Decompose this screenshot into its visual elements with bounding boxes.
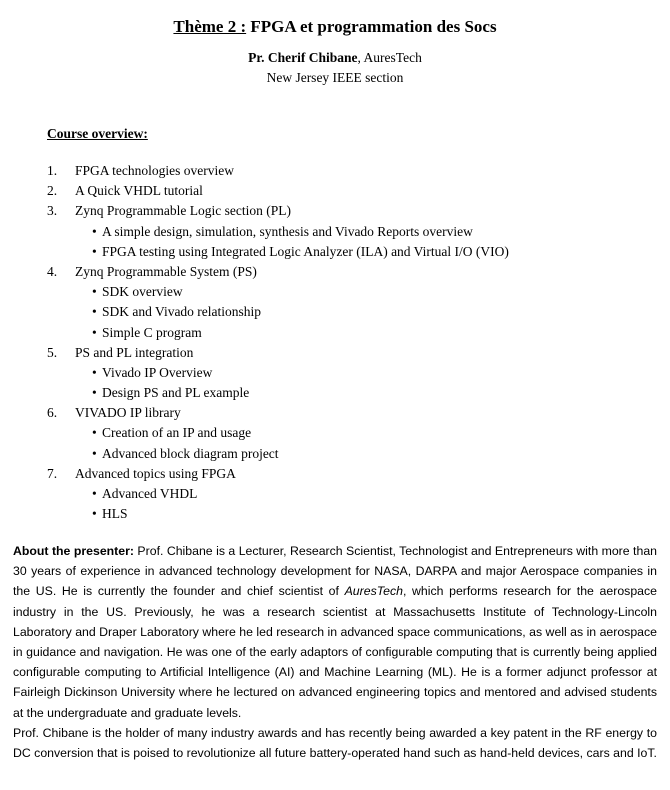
outline-subitem — [47, 242, 647, 262]
outline-subitem-label: Design PS and PL example — [102, 385, 250, 401]
outline-subitem — [47, 504, 647, 524]
bullet-icon: • — [92, 364, 97, 380]
outline-item-label: Zynq Programmable System (PS) — [75, 263, 257, 279]
bullet-icon: • — [92, 324, 97, 340]
outline-item-number: 1. — [47, 163, 58, 178]
presenter-label: About the presenter: — [13, 544, 134, 558]
bullet-icon: • — [92, 506, 97, 522]
outline-item — [47, 403, 647, 423]
course-outline-list — [47, 161, 647, 524]
outline-item-number: 2. — [47, 183, 58, 199]
outline-item-label: PS and PL integration — [75, 344, 194, 360]
outline-subitem — [47, 282, 647, 302]
outline-subitem — [47, 302, 647, 322]
outline-subitem — [47, 484, 647, 504]
outline-subitem-label: Creation of an IP and usage — [102, 425, 252, 441]
outline-subitem — [47, 423, 647, 443]
outline-item — [47, 464, 647, 484]
bullet-icon: • — [92, 445, 97, 461]
outline-subitem-label: Advanced VHDL — [102, 486, 198, 501]
course-overview-heading: Course overview: — [47, 126, 148, 141]
outline-subitem — [47, 444, 647, 464]
outline-item-number: 6. — [47, 405, 58, 421]
outline-subitem-label: SDK overview — [102, 284, 183, 300]
outline-item-label: Zynq Programmable Logic section (PL) — [75, 203, 291, 219]
bullet-icon: • — [92, 284, 97, 300]
outline-item-label: FPGA technologies overview — [75, 163, 234, 178]
presenter-text-1: Prof. Chibane is a Lecturer, Research Scientist, Technologist and Entrepreneurs with more than 30 years of experience in advanced technology development for NASA, DARPA and major Aerospace companies in the US. He is currently the founder and chief scientist of — [13, 544, 657, 599]
outline-item-number: 4. — [47, 263, 58, 279]
outline-item — [47, 343, 647, 363]
outline-subitem-label: Simple C program — [102, 324, 202, 340]
outline-subitem — [47, 323, 647, 343]
outline-item — [47, 262, 647, 282]
outline-subitem — [47, 222, 647, 242]
author-name: Pr. Cherif Chibane — [248, 50, 358, 65]
outline-item-label: VIVADO IP library — [75, 405, 181, 421]
title-text: FPGA et programmation des Socs — [246, 17, 497, 36]
bullet-icon: • — [92, 425, 97, 441]
outline-item-label: Advanced topics using FPGA — [75, 465, 236, 481]
outline-item — [47, 181, 647, 201]
outline-item — [47, 201, 647, 221]
outline-item — [47, 161, 647, 181]
outline-subitem-label: HLS — [102, 506, 128, 522]
outline-subitem-label: SDK and Vivado relationship — [102, 304, 262, 320]
outline-subitem-label: A simple design, simulation, synthesis and Vivado Reports overview — [102, 223, 473, 239]
bullet-icon: • — [92, 486, 97, 501]
outline-subitem-label: FPGA testing using Integrated Logic Analyzer (ILA) and Virtual I/O (VIO) — [102, 243, 509, 259]
company-name: AuresTech — [344, 584, 403, 599]
author-line — [0, 48, 670, 68]
ieee-section: New Jersey IEEE section — [266, 70, 404, 85]
outline-item-number: 7. — [47, 465, 58, 481]
bullet-icon: • — [92, 223, 97, 239]
presenter-bio — [13, 541, 657, 763]
outline-subitem-label: Vivado IP Overview — [102, 364, 213, 380]
bullet-icon: • — [92, 304, 97, 320]
outline-subitem — [47, 383, 647, 403]
presenter-text-2: , which performs research for the aerospace industry in the US. Previously, he was a research scientist at Massachusetts Institute of Technology-Lincoln Laboratory and Draper Laboratory where he led research in advanced space communications, as well as in aerospace in guidance and navigation. He was one of the early adaptors of configurable computing that is currently being applied configurable computing to Artificial Intelligence (AI) and Machine Learning (ML). He is a former adjunct professor at Fairleigh Dickinson University where he lectured on advanced engineering topics and mentored and advised students at the undergraduate and graduate levels. — [13, 584, 657, 720]
presenter-text-3: Prof. Chibane is the holder of many industry awards and has recently being awarded a key patent in the RF energy to DC conversion that is poised to revolutionize all future battery-operated hand such as hand-held devices, cars and IoT. — [13, 725, 657, 761]
outline-subitem — [47, 363, 647, 383]
outline-subitem-label: Advanced block diagram project — [102, 445, 279, 461]
outline-item-number: 5. — [47, 344, 58, 360]
bullet-icon: • — [92, 385, 97, 401]
bullet-icon: • — [92, 243, 97, 259]
page-title — [0, 15, 670, 39]
author-affiliation: , AuresTech — [357, 50, 422, 65]
outline-item-number: 3. — [47, 203, 58, 219]
outline-item-label: A Quick VHDL tutorial — [75, 183, 203, 199]
title-prefix: Thème 2 : — [173, 17, 247, 36]
